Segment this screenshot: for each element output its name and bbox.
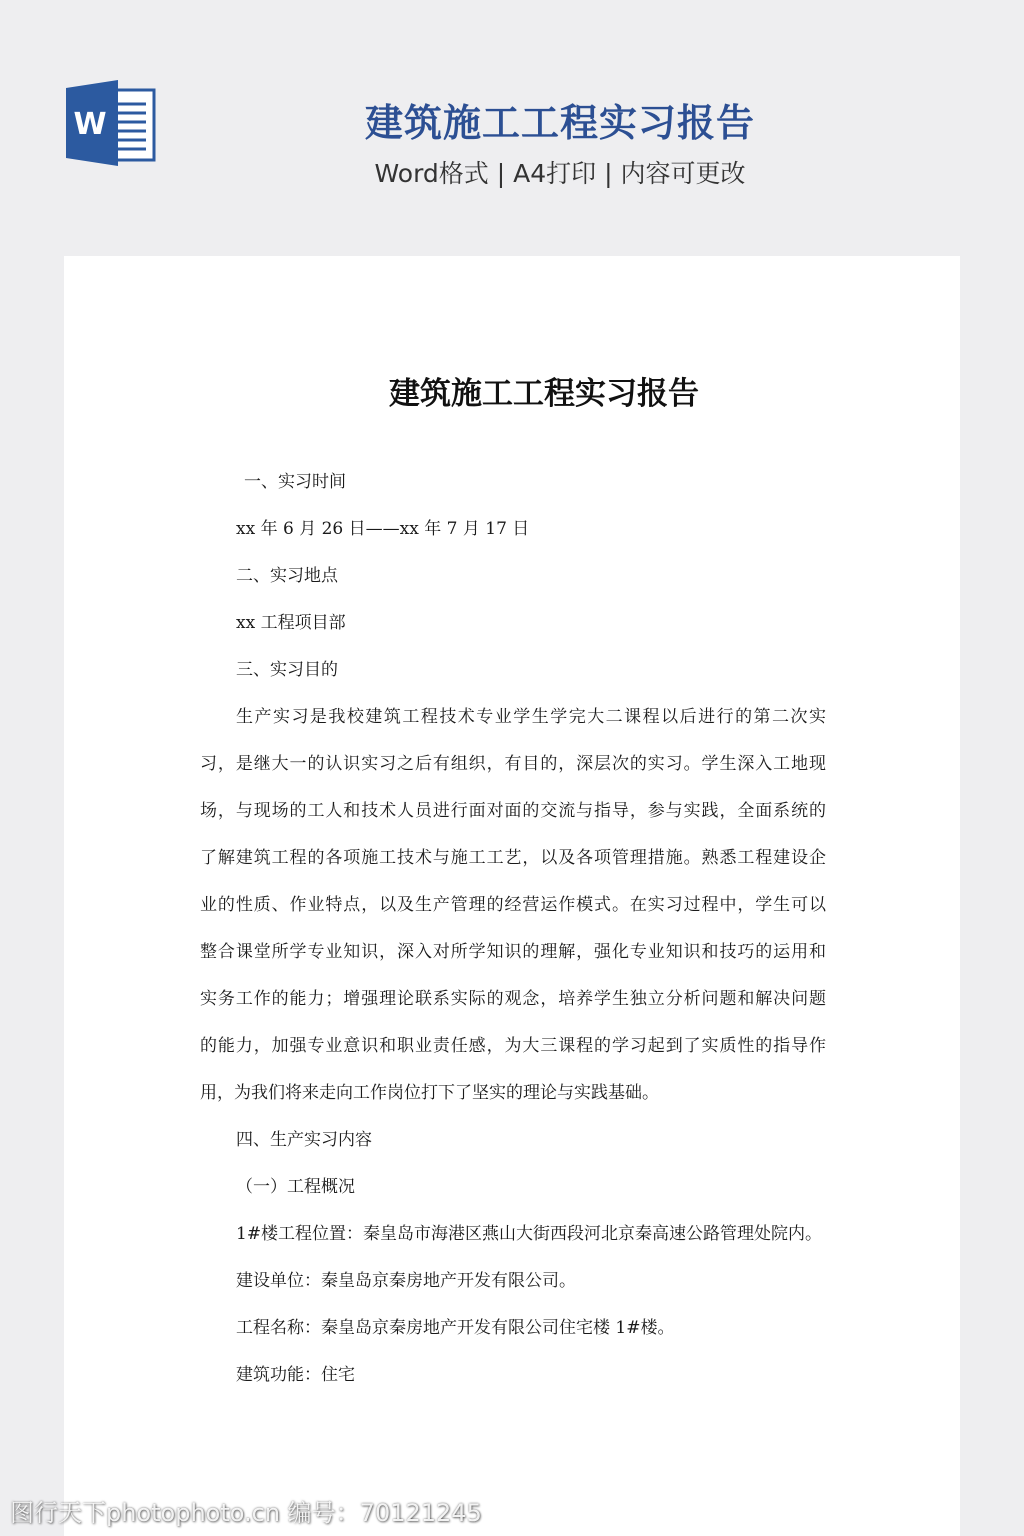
- page-header: [0, 0, 1024, 250]
- subsection1-heading: （一）工程概况: [236, 1177, 355, 1197]
- paragraph-line: 用，为我们将来走向工作岗位打下了坚实的理论与实践基础。: [200, 1083, 659, 1103]
- document-title: 建筑施工工程实习报告: [389, 376, 699, 412]
- paragraph-line: 了解建筑工程的各项施工技术与施工工艺，以及各项管理措施。熟悉工程建设企: [200, 848, 826, 868]
- section3-heading: 三、实习目的: [236, 660, 338, 680]
- location-line: 1#楼工程位置：秦皇岛市海港区燕山大街西段河北京秦高速公路管理处院内。: [236, 1224, 823, 1244]
- section1-text: xx 年 6 月 26 日——xx 年 7 月 17 日: [236, 519, 530, 539]
- paragraph-line: 生产实习是我校建筑工程技术专业学生学完大二课程以后进行的第二次实: [236, 707, 826, 727]
- paragraph-line: 场，与现场的工人和技术人员进行面对面的交流与指导，参与实践，全面系统的: [200, 801, 826, 821]
- header-title: 建筑施工工程实习报告: [364, 101, 755, 145]
- word-icon: [66, 80, 156, 166]
- section4-heading: 四、生产实习内容: [236, 1130, 372, 1150]
- project-name-line: 工程名称：秦皇岛京秦房地产开发有限公司住宅楼 1#楼。: [236, 1318, 675, 1338]
- section2-heading: 二、实习地点: [236, 566, 338, 586]
- paragraph-line: 的能力，加强专业意识和职业责任感，为大三课程的学习起到了实质性的指导作: [200, 1036, 826, 1056]
- section2-text: xx 工程项目部: [236, 613, 346, 633]
- watermark: 图行天下photophoto.cn 编号：70121245: [10, 1499, 482, 1527]
- paragraph-line: 实务工作的能力；增强理论联系实际的观念，培养学生独立分析问题和解决问题: [200, 989, 826, 1009]
- paragraph-line: 习，是继大一的认识实习之后有组织，有目的，深层次的实习。学生深入工地现: [200, 754, 826, 774]
- builder-line: 建设单位：秦皇岛京秦房地产开发有限公司。: [236, 1271, 576, 1291]
- paragraph-line: 整合课堂所学专业知识，深入对所学知识的理解，强化专业知识和技巧的运用和: [200, 942, 826, 962]
- section1-heading: 一、实习时间: [244, 472, 346, 492]
- word-icon-letter: W: [73, 107, 107, 142]
- header-subtitle: Word格式 | A4打印 | 内容可更改: [374, 159, 746, 188]
- function-line: 建筑功能：住宅: [236, 1365, 355, 1385]
- paragraph-line: 业的性质、作业特点，以及生产管理的经营运作模式。在实习过程中，学生可以: [200, 895, 826, 915]
